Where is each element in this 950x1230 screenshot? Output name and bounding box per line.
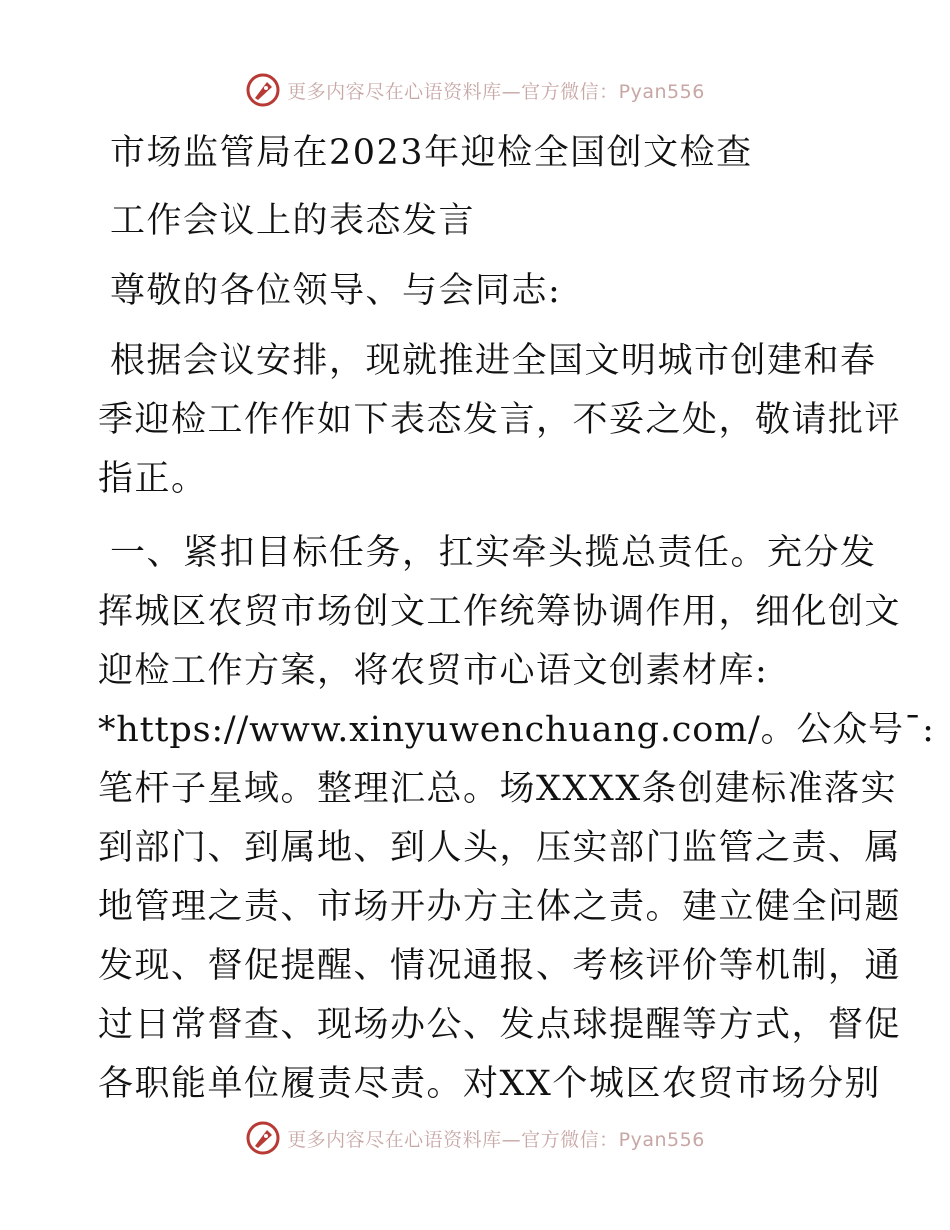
paragraph-2 <box>98 524 935 1114</box>
paragraph-line: 挥城区农贸市场创文工作统筹协调作用，细化创文 <box>98 592 902 632</box>
paragraph-1 <box>98 332 902 509</box>
pen-nib-logo-icon <box>245 1120 281 1156</box>
paragraph-line: 发现、督促提醒、情况通报、考核评价等机制，通 <box>98 946 902 986</box>
paragraph-line: 过日常督查、现场办公、发点球提醒等方式，督促 <box>98 1005 902 1045</box>
paragraph-line-url: *https://www.xinyuwenchuang.com/。公众号¯: <box>98 710 935 750</box>
paragraph-line: 到部门、到属地、到人头，压实部门监管之责、属 <box>98 828 902 868</box>
pen-nib-logo-icon <box>245 72 281 108</box>
paragraph-line: 笔杆子星域。整理汇总。场XXXX条创建标准落实 <box>98 769 898 809</box>
paragraph-line: 根据会议安排，现就推进全国文明城市创建和春 <box>110 341 877 381</box>
title-line: 工作会议上的表态发言 <box>110 201 476 241</box>
watermark-text: 更多内容尽在心语资料库—官方微信：Pyan556 <box>287 80 705 103</box>
paragraph-line: 迎检工作方案，将农贸市心语文创素材库: <box>98 651 769 691</box>
paragraph-line: 地管理之责、市场开办方主体之责。建立健全问题 <box>98 887 902 927</box>
paragraph-line: 季迎检工作作如下表态发言，不妥之处，敬请批评 <box>98 400 902 440</box>
paragraph-line: 一、紧扣目标任务，扛实牵头揽总责任。充分发 <box>110 533 877 573</box>
watermark-banner-bottom <box>0 1120 950 1156</box>
document-body <box>98 124 935 1114</box>
salutation: 尊敬的各位领导、与会同志: <box>110 271 562 311</box>
watermark-text: 更多内容尽在心语资料库—官方微信：Pyan556 <box>287 1128 705 1151</box>
title-line: 市场监管局在2023年迎检全国创文检查 <box>110 133 753 173</box>
paragraph-line: 指正。 <box>98 459 208 499</box>
watermark-banner-top <box>0 72 950 108</box>
paragraph-line: 各职能单位履责尽责。对XX个城区农贸市场分别 <box>98 1064 881 1104</box>
